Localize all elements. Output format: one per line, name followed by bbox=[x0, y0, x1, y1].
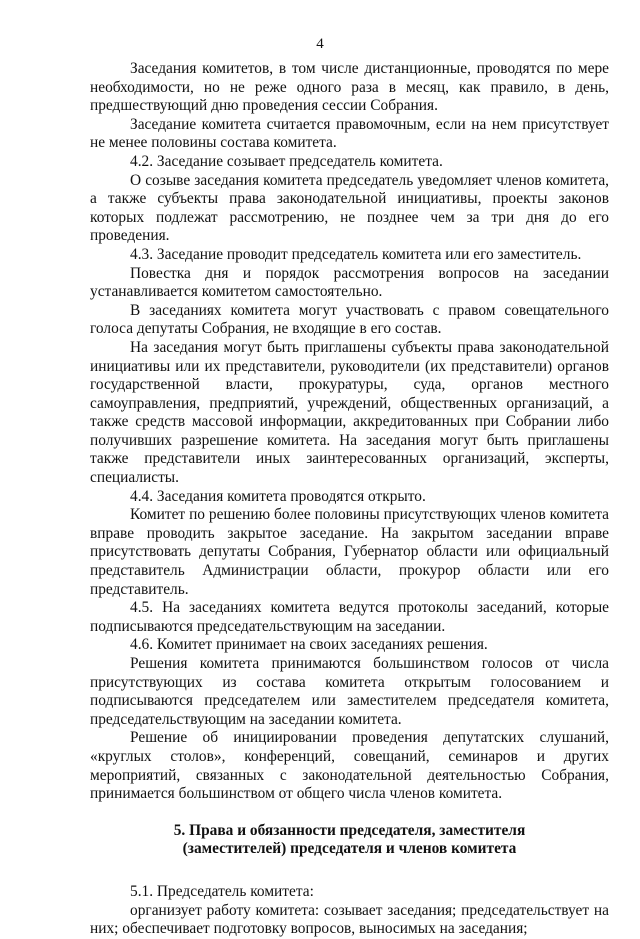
paragraph: 4.5. На заседаниях комитета ведутся протоколы заседаний, которые подписываются председательствующим на заседании. bbox=[90, 599, 609, 635]
paragraph: О созыве заседания комитета председатель уведомляет членов комитета, а также субъекты права законодательной инициативы, проекты законов которых подлежат рассмотрению, не позднее чем за три дня до его проведения. bbox=[90, 171, 609, 245]
paragraph: 4.4. Заседания комитета проводятся открыто. bbox=[130, 487, 426, 505]
paragraph: На заседания могут быть приглашены субъекты права законодательной инициативы или их представители, руководители (их представители) органов государственной власти, прокуратуры, суда, органов местного самоуправления, предприятий, учреждений, общественных организаций, а также средств массовой информации, аккредитованных при Собрании либо получивших разрешение комитета. На заседания могут быть приглашены также представители иных заинтересованных организаций, эксперты, специалисты. bbox=[90, 338, 609, 487]
paragraph: Комитет по решению более половины присутствующих членов комитета вправе проводить закрытое заседание. На закрытом заседании вправе присутствовать депутаты Собрания, Губернатор области или официальный представитель Администрации области, прокурор области или его представитель. bbox=[90, 506, 609, 598]
paragraph: 4.2. Заседание созывает председатель комитета. bbox=[130, 152, 443, 170]
paragraph: В заседаниях комитета могут участвовать с правом совещательного голоса депутаты Собрания, не входящие в его состав. bbox=[90, 301, 609, 338]
section-heading-line: 5. Права и обязанности председателя, заместителя bbox=[173, 821, 526, 839]
paragraph: 5.1. Председатель комитета: bbox=[130, 882, 314, 900]
section-heading bbox=[90, 822, 609, 859]
paragraph: Решения комитета принимаются большинством голосов от числа присутствующих из состава комитета открытым голосованием и подписываются председателем или заместителем председателя комитета, председательствующим на заседании комитета. bbox=[90, 655, 609, 728]
section-heading-line: (заместителей) председателя и членов комитета bbox=[182, 840, 517, 858]
paragraph: Повестка дня и порядок рассмотрения вопросов на заседании устанавливается комитетом самостоятельно. bbox=[90, 264, 609, 301]
paragraph: организует работу комитета: созывает заседания; председательствует на них; обеспечивает подготовку вопросов, выносимых на заседания; bbox=[90, 901, 609, 938]
paragraph: Заседания комитетов, в том числе дистанционные, проводятся по мере необходимости, но не реже одного раза в месяц, как правило, в день, предшествующий дню проведения сессии Собрания. bbox=[90, 60, 609, 115]
paragraph: 4.6. Комитет принимает на своих заседаниях решения. bbox=[130, 636, 488, 654]
document-body bbox=[90, 60, 609, 939]
paragraph: Заседание комитета считается правомочным, если на нем присутствует не менее половины состава комитета. bbox=[90, 115, 609, 152]
page-number: 4 bbox=[316, 36, 324, 52]
paragraph: Решение об инициировании проведения депутатских слушаний, «круглых столов», конференций, совещаний, семинаров и других мероприятий, связанных с законодательной деятельностью Собрания, принимается большинством от общего числа членов комитета. bbox=[90, 729, 609, 803]
paragraph: 4.3. Заседание проводит председатель комитета или его заместитель. bbox=[130, 245, 582, 263]
